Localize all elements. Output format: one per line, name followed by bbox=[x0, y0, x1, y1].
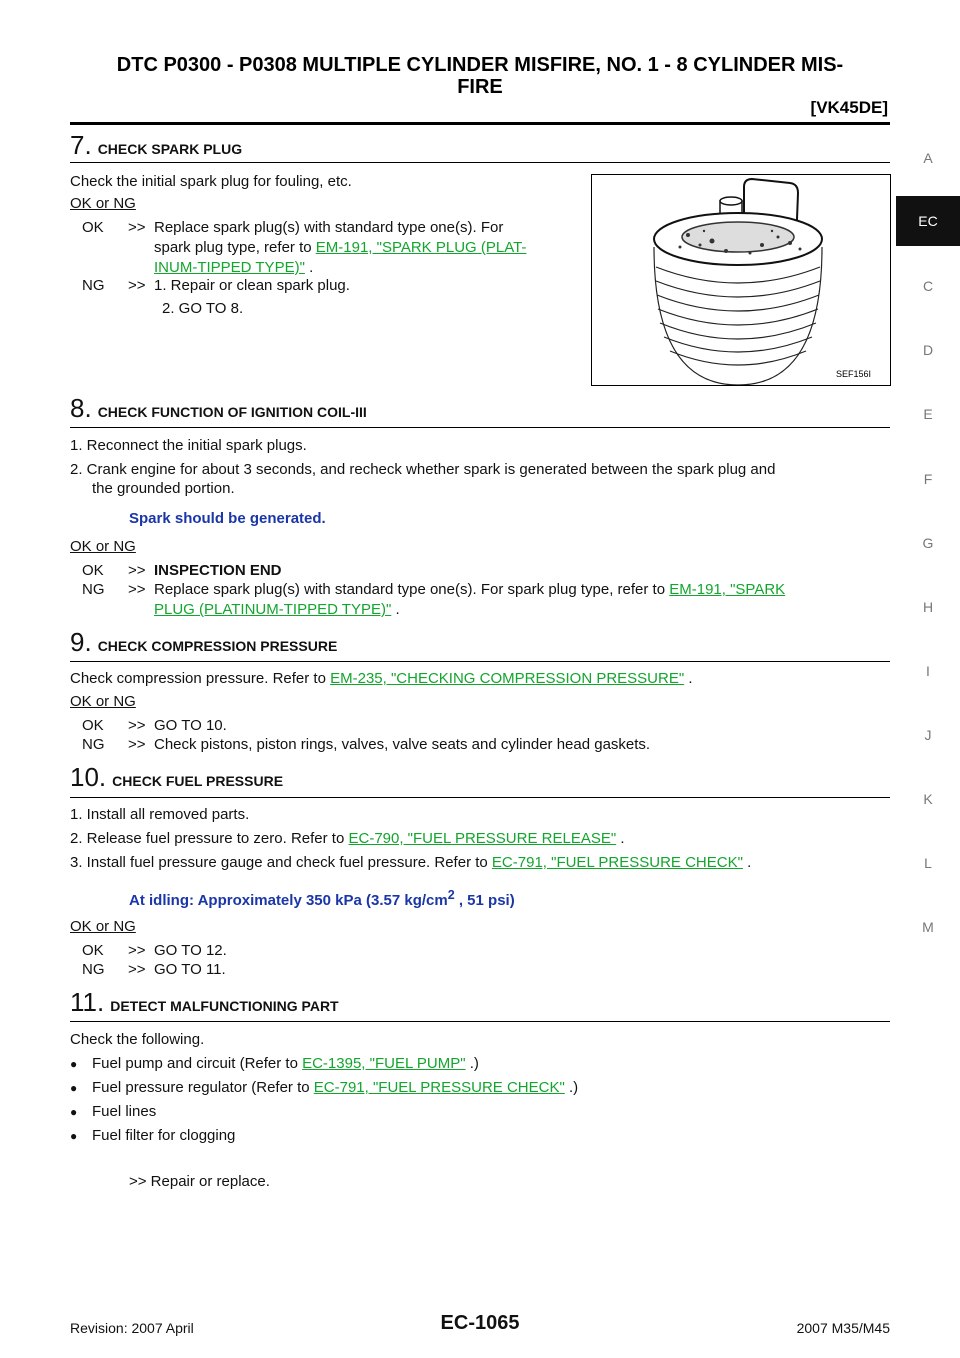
step-10-spec: At idling: Approximately 350 kPa (3.57 $kg/cm^2$ , 51 psi) bbox=[129, 888, 515, 909]
step-8-item-1: 1. Reconnect the initial spark plugs. bbox=[70, 437, 307, 454]
link-em-191-spark-plug-platinum[interactable]: EM-191, "SPARK bbox=[669, 581, 786, 598]
link-em-191-spark-plug-cont[interactable]: INUM-TIPPED TYPE)" bbox=[154, 259, 305, 276]
footer-page-number: EC-1065 bbox=[440, 1312, 520, 1334]
step-8-divider bbox=[70, 427, 890, 428]
step-8-ok-row: OK >> INSPECTION END bbox=[82, 562, 282, 579]
step-8-ng-row-cont: PLUG (PLATINUM-TIPPED TYPE)" . bbox=[154, 601, 400, 618]
footer-model: 2007 M35/M45 bbox=[796, 1320, 890, 1336]
side-tab-h[interactable]: H bbox=[922, 599, 934, 615]
step-11-bullet-4: ● Fuel filter for clogging bbox=[70, 1127, 236, 1144]
step-11-title: DETECT MALFUNCTIONING PART bbox=[110, 998, 339, 1014]
side-tab-d[interactable]: D bbox=[922, 342, 934, 358]
link-ec-791-fuel-check[interactable]: EC-791, "FUEL PRESSURE CHECK" bbox=[491, 854, 743, 871]
step-10-okng: OK or NG bbox=[70, 918, 136, 935]
side-tab-c[interactable]: C bbox=[922, 278, 934, 294]
side-tab-i[interactable]: I bbox=[926, 663, 930, 679]
step-11-divider bbox=[70, 1021, 890, 1022]
step-8-title: CHECK FUNCTION OF IGNITION COIL-III bbox=[97, 404, 367, 420]
link-em-235-compression[interactable]: EM-235, "CHECKING COMPRESSION PRESSURE" bbox=[330, 670, 685, 687]
step-7-ng-row-cont: 2. GO TO 8. bbox=[162, 300, 244, 317]
step-11-text: Check the following. bbox=[70, 1031, 205, 1048]
page-title bbox=[60, 54, 900, 98]
step-9-heading bbox=[70, 627, 337, 658]
side-tab-a[interactable]: A bbox=[923, 150, 933, 166]
step-7-number: 7. bbox=[70, 130, 92, 160]
step-8-okng: OK or NG bbox=[70, 538, 136, 555]
step-11-bullet-2: ● Fuel pressure regulator (Refer to EC-791, "FUEL PRESSURE CHECK" .) bbox=[70, 1079, 579, 1096]
figure-label: SEF156I bbox=[836, 369, 872, 379]
step-10-ng-row: NG >> GO TO 11. bbox=[82, 961, 226, 978]
step-11-number: 11. bbox=[70, 987, 105, 1017]
step-11-final: >> Repair or replace. bbox=[129, 1173, 270, 1190]
step-10-divider bbox=[70, 797, 890, 798]
step-7-title: CHECK SPARK PLUG bbox=[97, 141, 243, 157]
step-9-okng: OK or NG bbox=[70, 693, 136, 710]
side-tab-f[interactable]: F bbox=[923, 471, 933, 487]
step-7-ok-row-cont2: INUM-TIPPED TYPE)" . bbox=[154, 259, 314, 276]
step-10-heading bbox=[70, 762, 283, 793]
step-8-item-2-cont: the grounded portion. bbox=[92, 480, 235, 497]
page-title-line1: DTC P0300 - P0308 MULTIPLE CYLINDER MISFIRE, NO. 1 - 8 CYLINDER MIS- bbox=[116, 54, 844, 76]
side-tab-m[interactable]: M bbox=[922, 919, 934, 935]
link-em-191-spark-plug[interactable]: EM-191, "SPARK PLUG (PLAT- bbox=[315, 239, 527, 256]
step-7-ok-row-cont: spark plug type, refer to EM-191, "SPARK PLUG (PLAT- bbox=[154, 239, 527, 256]
footer-revision: Revision: 2007 April bbox=[70, 1320, 194, 1336]
step-7-ok-row: OK >> Replace spark plug(s) with standard type one(s). For bbox=[82, 219, 504, 236]
step-7-divider bbox=[70, 162, 890, 163]
step-9-ok-row: OK >> GO TO 10. bbox=[82, 717, 227, 734]
step-8-number: 8. bbox=[70, 393, 92, 423]
step-10-ok-row: OK >> GO TO 12. bbox=[82, 942, 227, 959]
step-7-heading bbox=[70, 130, 242, 161]
step-9-title: CHECK COMPRESSION PRESSURE bbox=[97, 638, 338, 654]
link-ec-790-fuel-release[interactable]: EC-790, "FUEL PRESSURE RELEASE" bbox=[348, 830, 617, 847]
header-divider bbox=[70, 122, 890, 125]
step-10-item-1: 1. Install all removed parts. bbox=[70, 806, 250, 823]
step-10-item-3: 3. Install fuel pressure gauge and check fuel pressure. Refer to EC-791, "FUEL PRESSURE CHECK" . bbox=[70, 854, 752, 871]
side-tab-e[interactable]: E bbox=[923, 406, 933, 422]
step-9-ng-row: NG >> Check pistons, piston rings, valves, valve seats and cylinder head gaskets. bbox=[82, 736, 651, 753]
side-tab-l[interactable]: L bbox=[924, 855, 932, 871]
step-11-bullet-1: ● Fuel pump and circuit (Refer to EC-1395, "FUEL PUMP" .) bbox=[70, 1055, 479, 1072]
step-8-heading bbox=[70, 393, 367, 424]
spark-plug-illustration bbox=[592, 175, 890, 385]
step-7-okng: OK or NG bbox=[70, 195, 136, 212]
step-11-bullet-3: ● Fuel lines bbox=[70, 1103, 157, 1120]
step-8-spec: Spark should be generated. bbox=[129, 510, 326, 527]
spark-plug-figure bbox=[591, 174, 891, 386]
link-ec-1395-fuel-pump[interactable]: EC-1395, "FUEL PUMP" bbox=[302, 1055, 466, 1072]
step-9-number: 9. bbox=[70, 627, 92, 657]
step-10-number: 10. bbox=[70, 762, 107, 792]
link-ec-791-fuel-check-2[interactable]: EC-791, "FUEL PRESSURE CHECK" bbox=[313, 1079, 565, 1096]
side-tab-k[interactable]: K bbox=[923, 791, 933, 807]
page-title-line2: FIRE bbox=[457, 76, 503, 98]
step-7-text: Check the initial spark plug for fouling, etc. bbox=[70, 173, 352, 190]
side-tab-j[interactable]: J bbox=[924, 727, 932, 743]
step-10-item-2: 2. Release fuel pressure to zero. Refer to EC-790, "FUEL PRESSURE RELEASE" . bbox=[70, 830, 625, 847]
engine-model: [VK45DE] bbox=[810, 98, 888, 117]
link-em-191-spark-plug-platinum-cont[interactable]: PLUG (PLATINUM-TIPPED TYPE)" bbox=[154, 601, 392, 618]
side-tab-g[interactable]: G bbox=[922, 535, 934, 551]
step-10-title: CHECK FUEL PRESSURE bbox=[112, 773, 284, 789]
step-8-ng-row: NG >> Replace spark plug(s) with standard type one(s). For spark plug type, refer to EM-191, "SPARK bbox=[82, 581, 786, 598]
step-8-item-2: 2. Crank engine for about 3 seconds, and recheck whether spark is generated between the spark plug and bbox=[70, 461, 776, 478]
side-tab-ec[interactable]: EC bbox=[896, 196, 960, 246]
step-9-divider bbox=[70, 661, 890, 662]
step-9-text: Check compression pressure. Refer to EM-235, "CHECKING COMPRESSION PRESSURE" . bbox=[70, 670, 693, 687]
step-11-heading bbox=[70, 987, 339, 1018]
step-7-ng-row: NG >> 1. Repair or clean spark plug. bbox=[82, 277, 350, 294]
